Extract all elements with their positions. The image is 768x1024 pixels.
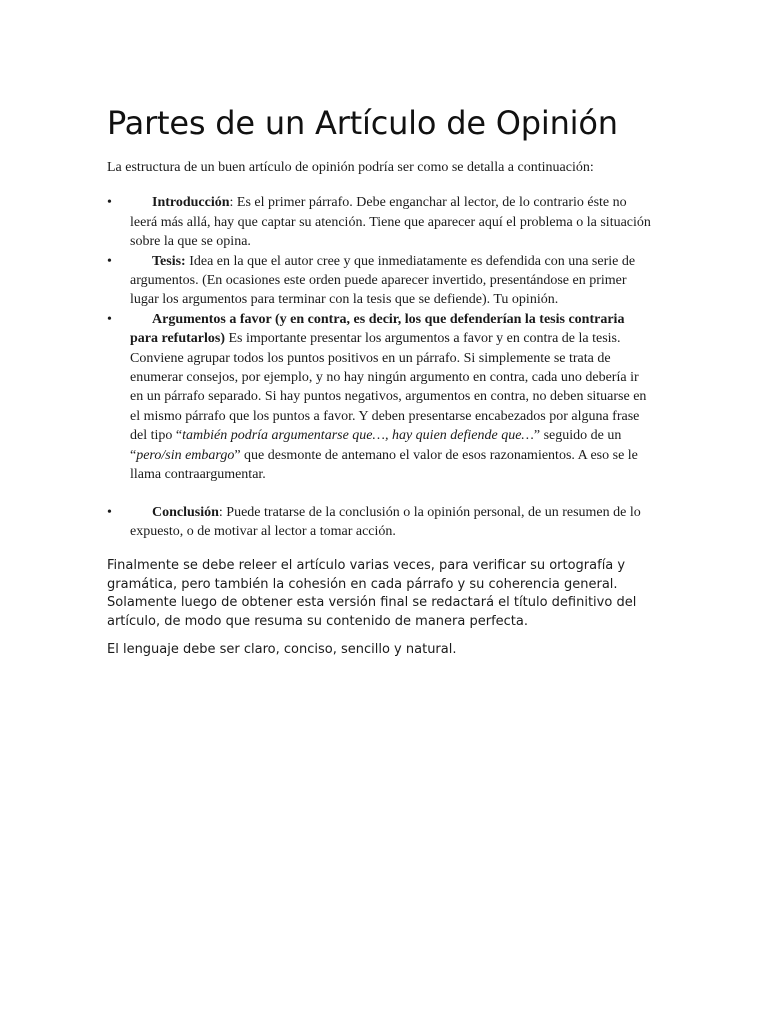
list-item-tesis [107, 252, 655, 310]
list-item-conclusion [107, 503, 655, 542]
bullet-icon: • [107, 253, 112, 269]
list-item-argumentos [107, 310, 655, 485]
item-text: Es importante presentar los argumentos a favor y en contra de la tesis. Conviene agrupar todos los puntos positivos en un párrafo. Si simplemente se trata de enumerar consejos, por ejemplo, y no hay ningún argumento en contra, cada uno debería ir en un párrafo separado. Si hay puntos negativos, argumentos en contra, no deben situarse en el mismo párrafo que los puntos a favor. Y deben presentarse encabezados por alguna frase del tipo “ [130, 331, 647, 444]
item-text-mid: ” seguido de un “ [130, 428, 622, 463]
item-text: Idea en la que el autor cree y que inmediatamente es defendida con una serie de argumentos. (En ocasiones este orden puede aparecer invertido, presentándose en primer lugar los argumentos para terminar con la tesis que se defiende). Tu opinión. [130, 253, 636, 308]
bullet-icon: • [107, 504, 112, 520]
bullet-icon: • [107, 195, 112, 211]
item-quote: pero/sin embargo [136, 447, 235, 463]
item-quote: también podría argumentarse que…, hay quien defiende que… [182, 428, 534, 444]
item-term: Argumentos a favor (y en contra, es decir, los que defenderían la tesis contraria para refutarlos) [130, 311, 625, 347]
document-page [107, 102, 655, 659]
item-text-tail: ” que desmonte de antemano el valor de esos razonamientos. A eso se le llama contraargumentar. [130, 447, 638, 483]
page-title: Partes de un Artículo de Opinión [107, 104, 618, 142]
language-note: El lenguaje debe ser claro, conciso, sencillo y natural. [107, 641, 457, 657]
item-term: Tesis: [152, 253, 186, 269]
item-text: : Es el primer párrafo. Debe enganchar al lector, de lo contrario éste no leerá más allá, hay que captar su atención. Tiene que aparecer aquí el problema o la situación sobre la que se opina. [130, 195, 651, 250]
bullet-icon: • [107, 311, 112, 327]
parts-list [107, 193, 655, 541]
list-item-introduccion [107, 193, 655, 251]
item-term: Conclusión [152, 504, 219, 520]
final-paragraph: Finalmente se debe releer el artículo varias veces, para verificar su ortografía y gramática, pero también la cohesión en cada párrafo y su coherencia general. Solamente luego de obtener esta versión final se redactará el título definitivo del artículo, de modo que resuma su contenido de manera perfecta. [107, 558, 637, 629]
item-term: Introducción [152, 195, 230, 211]
intro-paragraph: La estructura de un buen artículo de opinión podría ser como se detalla a continuación: [107, 160, 594, 175]
item-text: : Puede tratarse de la conclusión o la opinión personal, de un resumen de lo expuesto, o de motivar al lector a tomar acción. [130, 504, 641, 539]
